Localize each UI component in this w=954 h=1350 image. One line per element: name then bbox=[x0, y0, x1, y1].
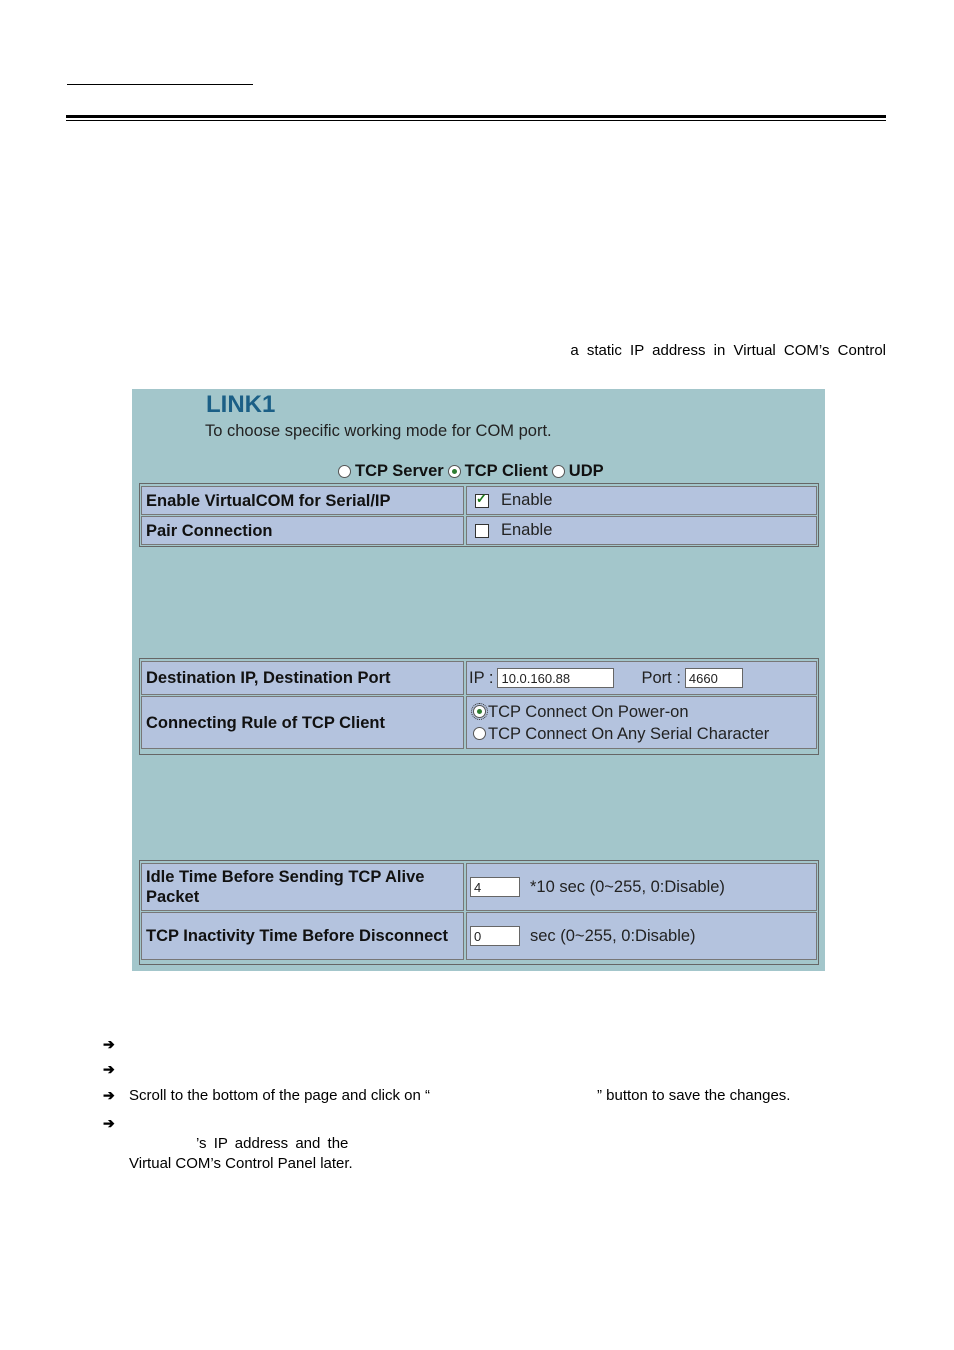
virtualcom-table bbox=[139, 483, 819, 547]
table-row bbox=[141, 863, 817, 911]
idle-time-input[interactable]: 4 bbox=[470, 877, 520, 897]
panel-description: To choose specific working mode for COM port. bbox=[205, 422, 552, 440]
table-row bbox=[141, 696, 817, 749]
inactivity-time-cell bbox=[466, 912, 817, 960]
pair-connection-label: Pair Connection bbox=[141, 516, 464, 545]
table-row bbox=[141, 486, 817, 515]
destination-label: Destination IP, Destination Port bbox=[141, 661, 464, 695]
enable-virtualcom-label: Enable VirtualCOM for Serial/IP bbox=[141, 486, 464, 515]
step4-text-line2: ’s IP address and the bbox=[196, 1135, 349, 1152]
mode-tcp-client[interactable] bbox=[448, 462, 548, 481]
table-row bbox=[141, 912, 817, 960]
connecting-rule-cell bbox=[466, 696, 817, 749]
connect-on-power-on-option[interactable] bbox=[473, 701, 689, 723]
radio-selected-icon[interactable] bbox=[448, 465, 461, 478]
destination-port-input[interactable]: 4660 bbox=[685, 668, 743, 688]
enable-virtualcom-option: Enable bbox=[501, 491, 553, 509]
step-arrow-icon: ➔ bbox=[103, 1087, 115, 1103]
panel-title: LINK1 bbox=[206, 391, 276, 418]
table-row bbox=[141, 661, 817, 695]
port-label: Port : bbox=[641, 668, 681, 687]
table-row bbox=[141, 516, 817, 545]
step-arrow-icon: ➔ bbox=[103, 1061, 115, 1077]
ip-label: IP : bbox=[469, 668, 494, 687]
destination-ip-input[interactable]: 10.0.160.88 bbox=[497, 668, 614, 688]
option-label: TCP Connect On Any Serial Character bbox=[488, 724, 770, 743]
mode-label: TCP Server bbox=[355, 462, 444, 480]
option-label: TCP Connect On Power-on bbox=[488, 702, 689, 721]
mode-label: TCP Client bbox=[464, 462, 548, 480]
step-arrow-icon: ➔ bbox=[103, 1036, 115, 1052]
pair-connection-cell bbox=[466, 516, 817, 545]
pair-connection-checkbox[interactable] bbox=[475, 524, 489, 538]
idle-time-cell bbox=[466, 863, 817, 911]
radio-selected-icon[interactable] bbox=[473, 705, 486, 718]
enable-virtualcom-cell bbox=[466, 486, 817, 515]
radio-icon[interactable] bbox=[338, 465, 351, 478]
enable-virtualcom-checkbox[interactable] bbox=[475, 494, 489, 508]
inactivity-time-input[interactable]: 0 bbox=[470, 926, 520, 946]
tcp-client-table bbox=[139, 658, 819, 755]
idle-time-label: Idle Time Before Sending TCP Alive Packet bbox=[141, 863, 464, 911]
step3-text-start: Scroll to the bottom of the page and click on “ bbox=[129, 1087, 431, 1104]
radio-icon[interactable] bbox=[552, 465, 565, 478]
mode-label: UDP bbox=[568, 462, 604, 480]
header-thick-rule bbox=[66, 115, 886, 118]
step-arrow-icon: ➔ bbox=[103, 1115, 115, 1131]
mode-selector bbox=[338, 462, 608, 481]
mode-udp[interactable] bbox=[552, 462, 604, 481]
mode-tcp-server[interactable] bbox=[338, 462, 444, 481]
step4-text-line3: Virtual COM’s Control Panel later. bbox=[129, 1155, 353, 1172]
inactivity-time-unit: sec (0~255, 0:Disable) bbox=[530, 926, 696, 945]
connect-on-serial-char-option[interactable] bbox=[473, 723, 769, 745]
idle-time-unit: *10 sec (0~255, 0:Disable) bbox=[530, 877, 725, 896]
intro-text-fragment: a static IP address in Virtual COM’s Control bbox=[570, 342, 886, 359]
radio-icon[interactable] bbox=[473, 727, 486, 740]
step3-text-end: ” button to save the changes. bbox=[597, 1087, 791, 1104]
destination-cell bbox=[466, 661, 817, 695]
inactivity-time-label: TCP Inactivity Time Before Disconnect bbox=[141, 912, 464, 960]
pair-connection-option: Enable bbox=[501, 521, 553, 539]
connecting-rule-label: Connecting Rule of TCP Client bbox=[141, 696, 464, 749]
link-settings-panel bbox=[132, 389, 825, 971]
header-short-rule bbox=[67, 84, 253, 85]
header-thin-rule bbox=[66, 120, 886, 121]
tcp-alive-table bbox=[139, 860, 819, 965]
